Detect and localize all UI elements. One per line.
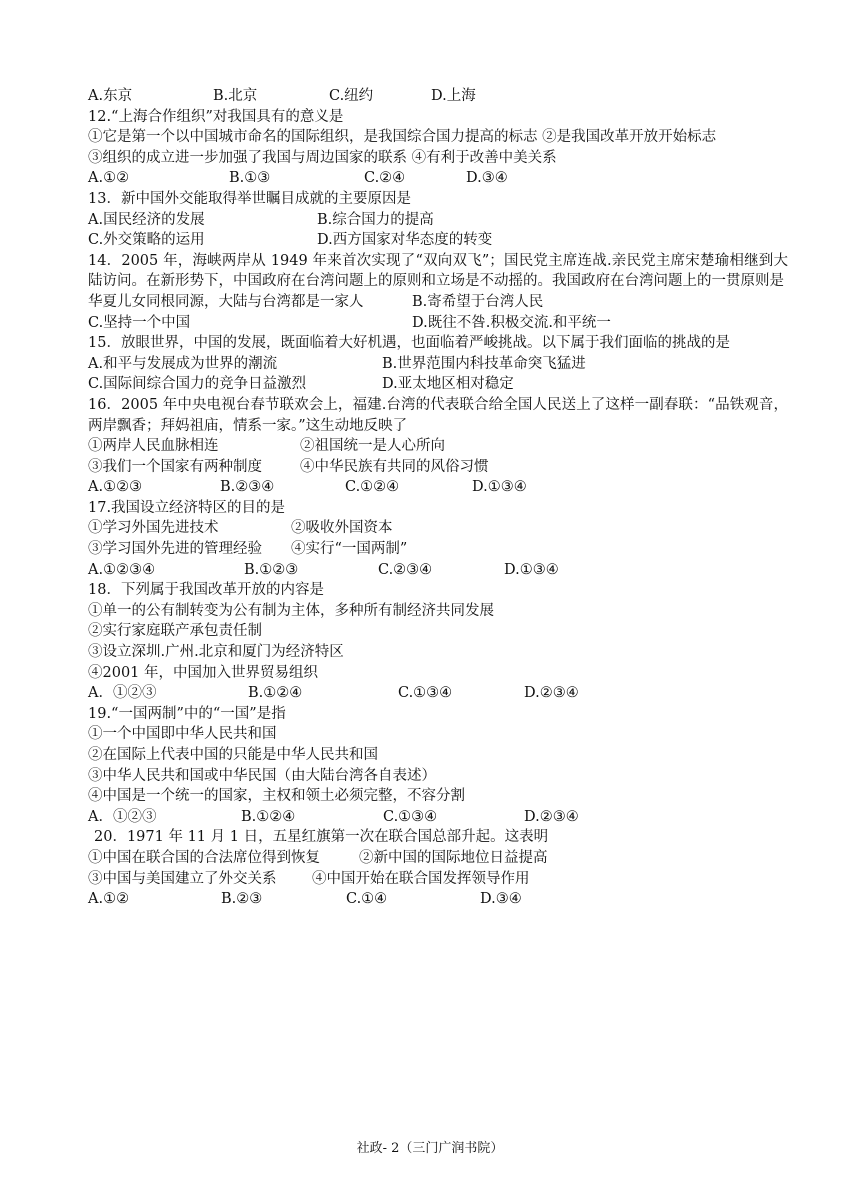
- q17-item-1: ①学习外国先进技术: [88, 520, 219, 537]
- q19-item-3: ③中华人民共和国或中华民国（由大陆台湾各自表述）: [88, 767, 436, 784]
- question-list: [88, 86, 788, 910]
- q18-option-d: D.②③④: [524, 685, 579, 702]
- q12-option-d: D.③④: [466, 170, 508, 187]
- q17-stem: 17.我国设立经济特区的目的是: [88, 499, 286, 516]
- q11-option-b: B.北京: [213, 88, 258, 104]
- q20-option-c: C.①④: [346, 891, 388, 908]
- q12-options: [88, 168, 788, 189]
- q20-item-3: ③中国与美国建立了外交关系: [88, 870, 277, 887]
- q20-option-d: D.③④: [480, 891, 522, 908]
- q20-item-4: ④中国开始在联合国发挥领导作用: [312, 870, 530, 887]
- q17-options: [88, 560, 788, 581]
- q14-option-c: C.坚持一个中国: [88, 314, 191, 331]
- q18-option-b: B.①②④: [248, 685, 303, 702]
- q17-item-2: ②吸收外国资本: [291, 520, 393, 537]
- q16-option-d: D.①③④: [472, 479, 527, 496]
- q14-options-row-2: [88, 313, 788, 334]
- q11-option-a: A.东京: [88, 88, 133, 104]
- q17-option-b: B.①②③: [244, 561, 299, 578]
- q13-options-row-2: [88, 230, 788, 251]
- q20-items-row-1: [88, 848, 788, 869]
- q15-option-a: A.和平与发展成为世界的潮流: [88, 355, 278, 372]
- q13-option-b: B.综合国力的提高: [317, 211, 434, 228]
- q14-option-b: B.寄希望于台湾人民: [412, 293, 544, 310]
- q16-option-b: B.②③④: [220, 479, 275, 496]
- q13-option-a: A.国民经济的发展: [88, 211, 205, 228]
- q19-option-a: A．①②③: [88, 808, 157, 825]
- q19-option-b: B.①②④: [241, 808, 296, 825]
- q19-stem: 19.“一国两制”中的“一国”是指: [88, 705, 286, 722]
- q19-option-d: D.②③④: [524, 808, 579, 825]
- q12-option-b: B.①③: [229, 170, 271, 187]
- q15-option-d: D.亚太地区相对稳定: [382, 376, 514, 393]
- q12-stem: 12.“上海合作组织”对我国具有的意义是: [88, 108, 344, 125]
- q16-option-c: C.①②④: [345, 479, 400, 496]
- q17-option-c: C.②③④: [378, 561, 433, 578]
- q16-items-row-2: [88, 457, 788, 478]
- q13-option-d: D.西方国家对华态度的转变: [317, 232, 493, 249]
- q16-items-row-1: [88, 436, 788, 457]
- q19-item-1: ①一个中国即中华人民共和国: [88, 726, 277, 743]
- q16-options: [88, 477, 788, 498]
- q14-options-row-1: [88, 292, 788, 313]
- q20-item-2: ②新中国的国际地位日益提高: [359, 849, 548, 866]
- q16-item-4: ④中华民族有共同的风俗习惯: [300, 458, 489, 475]
- q16-item-3: ③我们一个国家有两种制度: [88, 458, 262, 475]
- q11-options: [88, 86, 788, 107]
- q16-item-1: ①两岸人民血脉相连: [88, 438, 219, 455]
- q19-item-2: ②在国际上代表中国的只能是中华人民共和国: [88, 747, 378, 763]
- q16-stem: 16．2005 年中央电视台春节联欢会上，福建.台湾的代表联合给全国人民送上了这样一副春联：“品铁观音，两岸飘香；拜妈祖庙，情系一家。”这生动地反映了: [88, 396, 788, 434]
- q19-option-c: C.①③④: [383, 808, 438, 825]
- q20-item-1: ①中国在联合国的合法席位得到恢复: [88, 849, 320, 866]
- q12-line-2: ③组织的成立进一步加强了我国与周边国家的联系 ④有利于改善中美关系: [88, 149, 557, 166]
- q14-stem: 14．2005 年，海峡两岸从 1949 年来首次实现了“双向双飞”；国民党主席连战.亲民党主席宋楚瑜相继到大陆访问。在新形势下，中国政府在台湾问题上的原则和立场是不动摇的。我国政府在台湾问题上的一贯原则是: [88, 252, 788, 290]
- q20-options: [88, 889, 788, 910]
- q12-option-c: C.②④: [364, 170, 406, 187]
- q18-item-4: ④2001 年，中国加入世界贸易组织: [88, 664, 319, 681]
- q16-item-2: ②祖国统一是人心所向: [300, 438, 445, 455]
- q17-option-d: D.①③④: [504, 561, 559, 578]
- q12-line-1: ①它是第一个以中国城市命名的国际组织，是我国综合国力提高的标志 ②是我国改革开放开始标志: [88, 129, 717, 146]
- q13-option-c: C.外交策略的运用: [88, 232, 205, 249]
- q20-stem: 20．1971 年 11 月 1 日，五星红旗第一次在联合国总部升起。这表明: [94, 829, 549, 846]
- q18-stem: 18．下列属于我国改革开放的内容是: [88, 582, 324, 599]
- q14-option-d: D.既往不咎.积极交流.和平统一: [412, 314, 611, 331]
- q17-option-a: A.①②③④: [88, 561, 156, 578]
- q20-items-row-2: [88, 869, 788, 890]
- q17-items-row-1: [88, 518, 788, 539]
- q15-options-row-1: [88, 354, 788, 375]
- q18-item-2: ②实行家庭联产承包责任制: [88, 623, 262, 640]
- q17-item-4: ④实行“一国两制”: [291, 541, 408, 558]
- q18-option-c: C.①③④: [398, 685, 453, 702]
- q14-option-a: 华夏儿女同根同源，大陆与台湾都是一家人: [88, 293, 364, 310]
- q17-items-row-2: [88, 539, 788, 560]
- q12-option-a: A.①②: [88, 170, 130, 187]
- q11-option-c: C.纽约: [329, 88, 374, 104]
- q13-stem: 13．新中国外交能取得举世瞩目成就的主要原因是: [88, 190, 411, 207]
- q15-option-c: C.国际间综合国力的竞争日益激烈: [88, 376, 307, 393]
- q17-item-3: ③学习国外先进的管理经验: [88, 541, 262, 558]
- q19-item-4: ④中国是一个统一的国家，主权和领土必须完整，不容分割: [88, 788, 465, 805]
- q15-stem: 15．放眼世界，中国的发展，既面临着大好机遇，也面临着严峻挑战。以下属于我们面临的挑战的是: [88, 335, 730, 352]
- q15-option-b: B.世界范围内科技革命突飞猛进: [382, 355, 586, 372]
- q20-option-b: B.②③: [221, 891, 263, 908]
- q16-option-a: A.①②③: [88, 479, 143, 496]
- q11-option-d: D.上海: [431, 88, 476, 104]
- q18-options: [88, 683, 788, 704]
- q18-option-a: A．①②③: [88, 685, 157, 702]
- q19-options: [88, 807, 788, 828]
- page-footer: 社政- 2（三门广润书院）: [356, 1141, 504, 1156]
- q15-options-row-2: [88, 374, 788, 395]
- q18-item-1: ①单一的公有制转变为公有制为主体，多种所有制经济共同发展: [88, 602, 494, 619]
- q18-item-3: ③设立深圳.广州.北京和厦门为经济特区: [88, 644, 344, 661]
- q13-options-row-1: [88, 210, 788, 231]
- q20-option-a: A.①②: [88, 891, 130, 908]
